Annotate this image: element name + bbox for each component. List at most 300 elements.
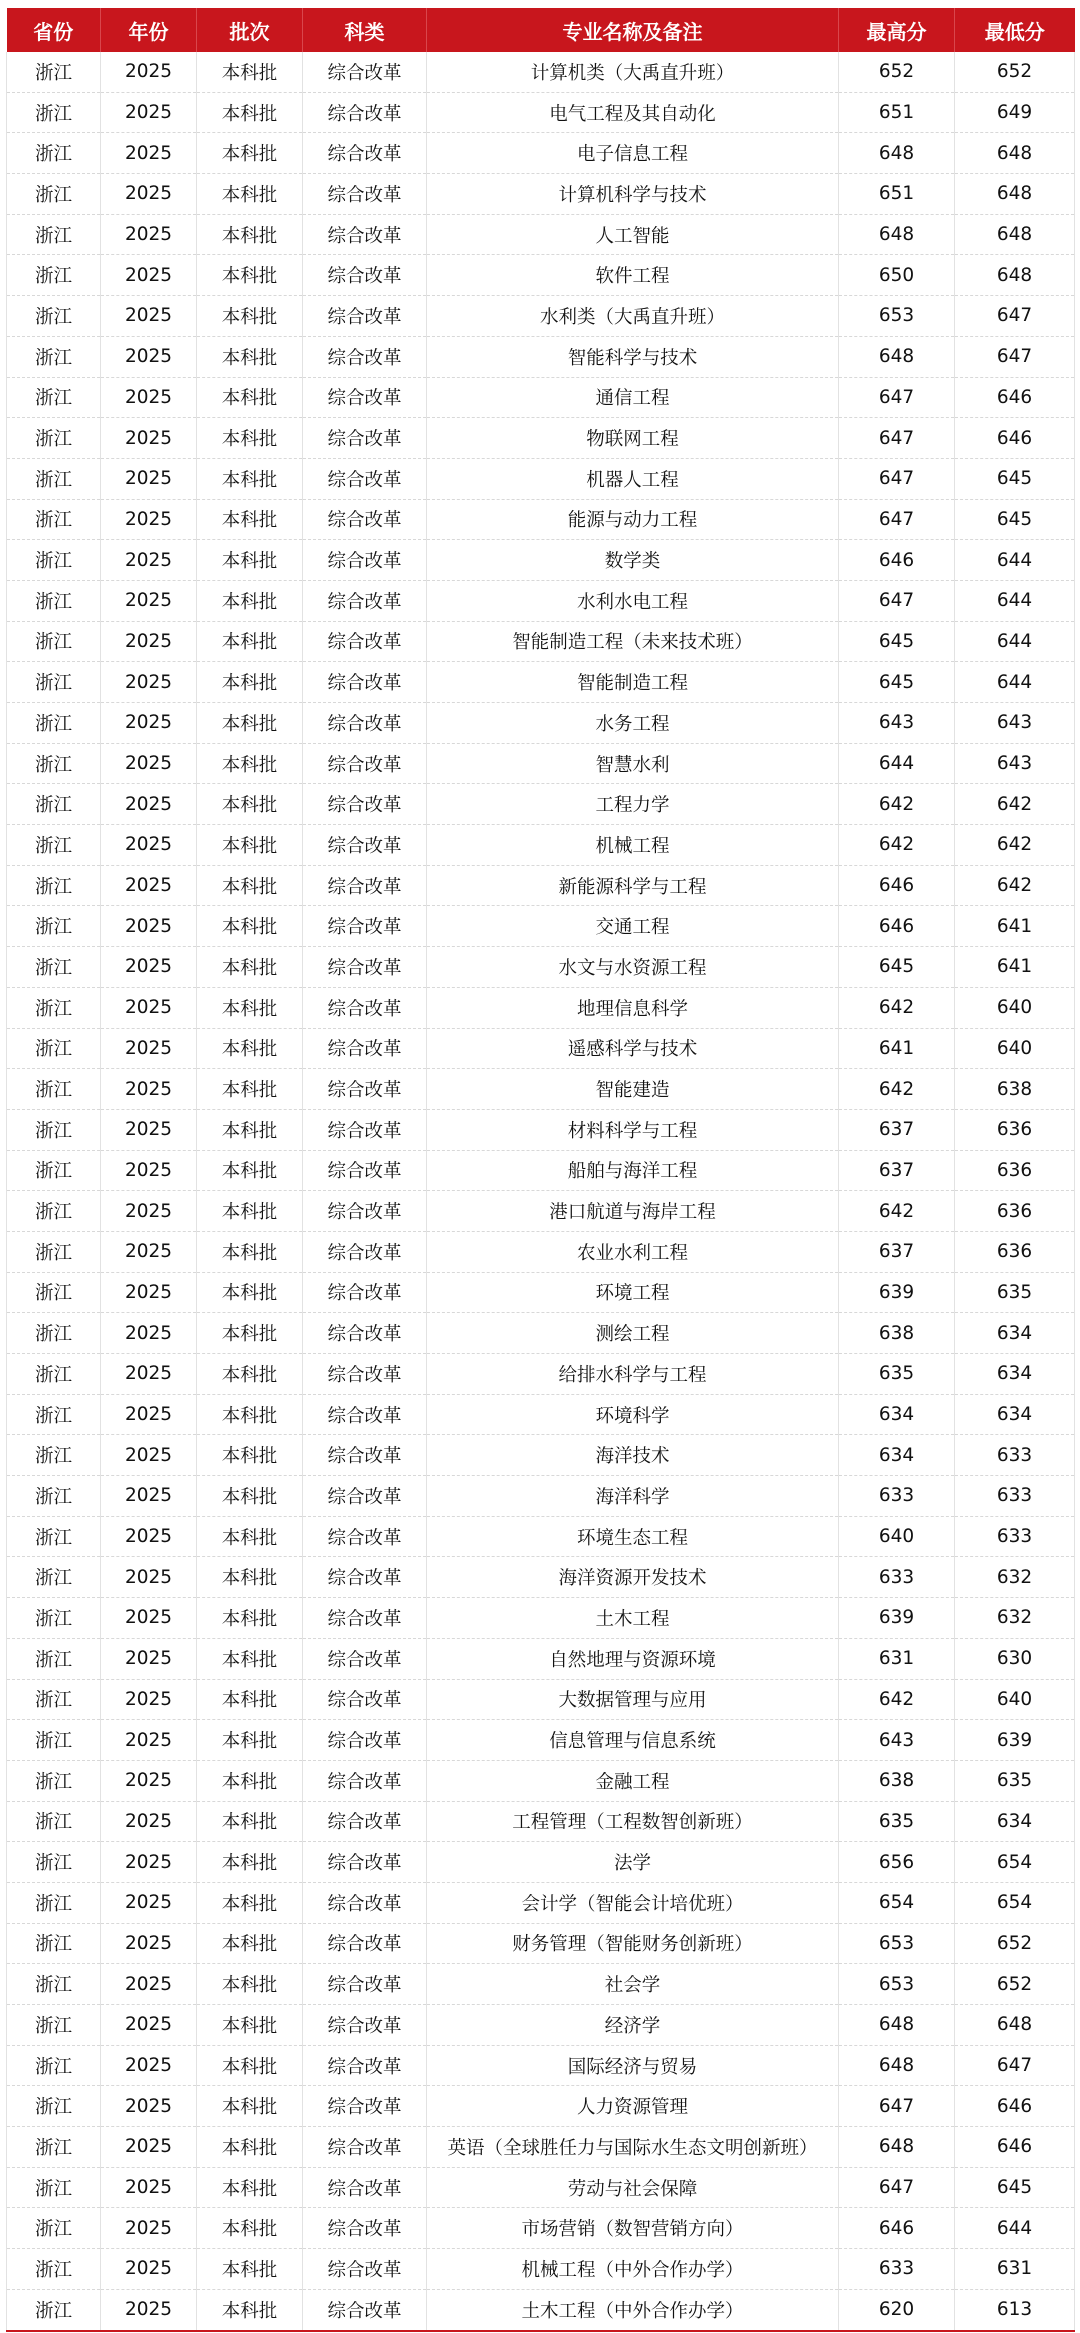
cell-batch: 本科批	[197, 2249, 303, 2290]
cell-year: 2025	[101, 2127, 197, 2168]
cell-major: 遥感科学与技术	[427, 1028, 839, 1069]
cell-subject: 综合改革	[303, 174, 427, 215]
cell-min-score: 640	[955, 1679, 1075, 1720]
cell-subject: 综合改革	[303, 377, 427, 418]
cell-province: 浙江	[7, 662, 101, 703]
cell-year: 2025	[101, 458, 197, 499]
cell-year: 2025	[101, 92, 197, 133]
cell-province: 浙江	[7, 52, 101, 92]
cell-batch: 本科批	[197, 947, 303, 988]
cell-batch: 本科批	[197, 580, 303, 621]
cell-max-score: 648	[839, 2045, 955, 2086]
cell-min-score: 652	[955, 1923, 1075, 1964]
cell-major: 交通工程	[427, 906, 839, 947]
table-row	[7, 52, 1075, 92]
cell-subject: 综合改革	[303, 1150, 427, 1191]
cell-subject: 综合改革	[303, 1394, 427, 1435]
cell-min-score: 646	[955, 2127, 1075, 2168]
header-major: 专业名称及备注	[427, 8, 839, 52]
table-row	[7, 458, 1075, 499]
cell-province: 浙江	[7, 987, 101, 1028]
cell-min-score: 632	[955, 1557, 1075, 1598]
cell-max-score: 648	[839, 214, 955, 255]
cell-subject: 综合改革	[303, 2127, 427, 2168]
cell-min-score: 631	[955, 2249, 1075, 2290]
cell-subject: 综合改革	[303, 92, 427, 133]
cell-subject: 综合改革	[303, 255, 427, 296]
cell-batch: 本科批	[197, 174, 303, 215]
cell-batch: 本科批	[197, 1028, 303, 1069]
cell-province: 浙江	[7, 2249, 101, 2290]
cell-max-score: 639	[839, 1272, 955, 1313]
cell-year: 2025	[101, 2289, 197, 2330]
cell-major: 市场营销（数智营销方向）	[427, 2208, 839, 2249]
table-row	[7, 2045, 1075, 2086]
cell-province: 浙江	[7, 2208, 101, 2249]
table-row	[7, 1028, 1075, 1069]
cell-major: 机械工程	[427, 825, 839, 866]
cell-min-score: 643	[955, 703, 1075, 744]
cell-province: 浙江	[7, 499, 101, 540]
cell-batch: 本科批	[197, 1842, 303, 1883]
cell-major: 软件工程	[427, 255, 839, 296]
cell-min-score: 645	[955, 499, 1075, 540]
cell-province: 浙江	[7, 703, 101, 744]
cell-subject: 综合改革	[303, 987, 427, 1028]
cell-max-score: 656	[839, 1842, 955, 1883]
cell-max-score: 648	[839, 336, 955, 377]
cell-max-score: 650	[839, 255, 955, 296]
cell-major: 地理信息科学	[427, 987, 839, 1028]
cell-min-score: 644	[955, 2208, 1075, 2249]
cell-major: 经济学	[427, 2005, 839, 2046]
header-row	[7, 8, 1075, 52]
cell-max-score: 631	[839, 1638, 955, 1679]
cell-year: 2025	[101, 1964, 197, 2005]
cell-batch: 本科批	[197, 1923, 303, 1964]
cell-batch: 本科批	[197, 1516, 303, 1557]
table-row	[7, 418, 1075, 459]
cell-subject: 综合改革	[303, 458, 427, 499]
cell-province: 浙江	[7, 1638, 101, 1679]
table-row	[7, 1354, 1075, 1395]
cell-min-score: 613	[955, 2289, 1075, 2330]
cell-year: 2025	[101, 336, 197, 377]
cell-min-score: 654	[955, 1842, 1075, 1883]
cell-max-score: 646	[839, 2208, 955, 2249]
cell-year: 2025	[101, 2045, 197, 2086]
cell-province: 浙江	[7, 580, 101, 621]
cell-year: 2025	[101, 784, 197, 825]
cell-max-score: 647	[839, 418, 955, 459]
cell-major: 通信工程	[427, 377, 839, 418]
cell-subject: 综合改革	[303, 1476, 427, 1517]
cell-subject: 综合改革	[303, 1109, 427, 1150]
cell-min-score: 652	[955, 1964, 1075, 2005]
cell-year: 2025	[101, 1679, 197, 1720]
cell-province: 浙江	[7, 1842, 101, 1883]
cell-year: 2025	[101, 1516, 197, 1557]
cell-max-score: 646	[839, 865, 955, 906]
cell-max-score: 645	[839, 662, 955, 703]
cell-major: 财务管理（智能财务创新班）	[427, 1923, 839, 1964]
cell-year: 2025	[101, 2005, 197, 2046]
cell-subject: 综合改革	[303, 1354, 427, 1395]
cell-year: 2025	[101, 2208, 197, 2249]
cell-province: 浙江	[7, 1882, 101, 1923]
cell-major: 电气工程及其自动化	[427, 92, 839, 133]
cell-major: 港口航道与海岸工程	[427, 1191, 839, 1232]
cell-batch: 本科批	[197, 458, 303, 499]
cell-max-score: 642	[839, 1191, 955, 1232]
cell-batch: 本科批	[197, 1069, 303, 1110]
cell-province: 浙江	[7, 296, 101, 337]
cell-year: 2025	[101, 743, 197, 784]
cell-max-score: 645	[839, 621, 955, 662]
cell-batch: 本科批	[197, 1191, 303, 1232]
cell-year: 2025	[101, 174, 197, 215]
cell-subject: 综合改革	[303, 1272, 427, 1313]
cell-max-score: 641	[839, 1028, 955, 1069]
header-min-score: 最低分	[955, 8, 1075, 52]
cell-year: 2025	[101, 2249, 197, 2290]
cell-batch: 本科批	[197, 52, 303, 92]
cell-min-score: 641	[955, 906, 1075, 947]
cell-min-score: 644	[955, 662, 1075, 703]
cell-year: 2025	[101, 1638, 197, 1679]
cell-subject: 综合改革	[303, 1842, 427, 1883]
cell-province: 浙江	[7, 1964, 101, 2005]
cell-year: 2025	[101, 296, 197, 337]
cell-subject: 综合改革	[303, 703, 427, 744]
cell-batch: 本科批	[197, 2167, 303, 2208]
table-row	[7, 2249, 1075, 2290]
cell-year: 2025	[101, 1923, 197, 1964]
cell-max-score: 647	[839, 499, 955, 540]
cell-year: 2025	[101, 133, 197, 174]
cell-major: 机器人工程	[427, 458, 839, 499]
table-row	[7, 92, 1075, 133]
cell-major: 智慧水利	[427, 743, 839, 784]
cell-min-score: 647	[955, 296, 1075, 337]
cell-province: 浙江	[7, 336, 101, 377]
cell-province: 浙江	[7, 1435, 101, 1476]
cell-province: 浙江	[7, 540, 101, 581]
cell-year: 2025	[101, 540, 197, 581]
cell-year: 2025	[101, 1191, 197, 1232]
table-row	[7, 1557, 1075, 1598]
cell-major: 智能科学与技术	[427, 336, 839, 377]
cell-major: 农业水利工程	[427, 1231, 839, 1272]
table-row	[7, 1272, 1075, 1313]
cell-batch: 本科批	[197, 377, 303, 418]
cell-subject: 综合改革	[303, 296, 427, 337]
cell-province: 浙江	[7, 2289, 101, 2330]
cell-subject: 综合改革	[303, 1516, 427, 1557]
cell-max-score: 653	[839, 296, 955, 337]
cell-min-score: 633	[955, 1435, 1075, 1476]
cell-max-score: 646	[839, 906, 955, 947]
cell-min-score: 635	[955, 1760, 1075, 1801]
cell-min-score: 647	[955, 2045, 1075, 2086]
cell-year: 2025	[101, 1760, 197, 1801]
cell-batch: 本科批	[197, 92, 303, 133]
cell-major: 工程管理（工程数智创新班）	[427, 1801, 839, 1842]
table-row	[7, 1720, 1075, 1761]
cell-province: 浙江	[7, 784, 101, 825]
cell-year: 2025	[101, 52, 197, 92]
cell-major: 社会学	[427, 1964, 839, 2005]
cell-major: 信息管理与信息系统	[427, 1720, 839, 1761]
cell-batch: 本科批	[197, 1720, 303, 1761]
cell-min-score: 644	[955, 621, 1075, 662]
cell-max-score: 648	[839, 2127, 955, 2168]
table-row	[7, 1435, 1075, 1476]
cell-province: 浙江	[7, 255, 101, 296]
cell-subject: 综合改革	[303, 1882, 427, 1923]
cell-max-score: 635	[839, 1354, 955, 1395]
cell-max-score: 646	[839, 540, 955, 581]
cell-province: 浙江	[7, 947, 101, 988]
cell-major: 会计学（智能会计培优班）	[427, 1882, 839, 1923]
cell-subject: 综合改革	[303, 784, 427, 825]
table-row	[7, 2005, 1075, 2046]
cell-batch: 本科批	[197, 255, 303, 296]
cell-province: 浙江	[7, 1231, 101, 1272]
cell-min-score: 646	[955, 2086, 1075, 2127]
cell-min-score: 646	[955, 377, 1075, 418]
cell-major: 大数据管理与应用	[427, 1679, 839, 1720]
cell-max-score: 635	[839, 1801, 955, 1842]
cell-min-score: 633	[955, 1516, 1075, 1557]
cell-province: 浙江	[7, 1557, 101, 1598]
table-row	[7, 1882, 1075, 1923]
cell-batch: 本科批	[197, 133, 303, 174]
cell-max-score: 647	[839, 458, 955, 499]
cell-max-score: 647	[839, 2086, 955, 2127]
cell-year: 2025	[101, 947, 197, 988]
cell-min-score: 648	[955, 133, 1075, 174]
cell-max-score: 642	[839, 784, 955, 825]
cell-year: 2025	[101, 1882, 197, 1923]
cell-major: 水文与水资源工程	[427, 947, 839, 988]
cell-max-score: 640	[839, 1516, 955, 1557]
cell-min-score: 636	[955, 1109, 1075, 1150]
cell-major: 环境科学	[427, 1394, 839, 1435]
cell-major: 环境生态工程	[427, 1516, 839, 1557]
cell-subject: 综合改革	[303, 133, 427, 174]
cell-batch: 本科批	[197, 1638, 303, 1679]
cell-min-score: 648	[955, 174, 1075, 215]
cell-min-score: 646	[955, 418, 1075, 459]
table-row	[7, 296, 1075, 337]
cell-subject: 综合改革	[303, 336, 427, 377]
cell-year: 2025	[101, 1435, 197, 1476]
table-row	[7, 1923, 1075, 1964]
cell-year: 2025	[101, 2086, 197, 2127]
cell-major: 英语（全球胜任力与国际水生态文明创新班）	[427, 2127, 839, 2168]
cell-province: 浙江	[7, 214, 101, 255]
cell-subject: 综合改革	[303, 2045, 427, 2086]
cell-major: 土木工程	[427, 1598, 839, 1639]
cell-max-score: 647	[839, 377, 955, 418]
cell-max-score: 648	[839, 2005, 955, 2046]
cell-year: 2025	[101, 1598, 197, 1639]
cell-province: 浙江	[7, 133, 101, 174]
cell-major: 新能源科学与工程	[427, 865, 839, 906]
cell-min-score: 647	[955, 336, 1075, 377]
cell-batch: 本科批	[197, 1598, 303, 1639]
cell-max-score: 653	[839, 1964, 955, 2005]
header-province: 省份	[7, 8, 101, 52]
table-row	[7, 1150, 1075, 1191]
cell-max-score: 647	[839, 2167, 955, 2208]
cell-batch: 本科批	[197, 1964, 303, 2005]
table-row	[7, 540, 1075, 581]
cell-max-score: 633	[839, 2249, 955, 2290]
cell-subject: 综合改革	[303, 1760, 427, 1801]
cell-batch: 本科批	[197, 336, 303, 377]
cell-year: 2025	[101, 377, 197, 418]
cell-province: 浙江	[7, 2045, 101, 2086]
cell-year: 2025	[101, 1801, 197, 1842]
cell-subject: 综合改革	[303, 1435, 427, 1476]
cell-max-score: 647	[839, 580, 955, 621]
cell-major: 海洋科学	[427, 1476, 839, 1517]
table-row	[7, 1638, 1075, 1679]
cell-year: 2025	[101, 1354, 197, 1395]
table-row	[7, 377, 1075, 418]
cell-batch: 本科批	[197, 662, 303, 703]
cell-province: 浙江	[7, 458, 101, 499]
cell-min-score: 648	[955, 2005, 1075, 2046]
cell-max-score: 620	[839, 2289, 955, 2330]
cell-min-score: 644	[955, 580, 1075, 621]
admission-score-table	[6, 8, 1075, 2332]
cell-batch: 本科批	[197, 2086, 303, 2127]
cell-min-score: 648	[955, 214, 1075, 255]
cell-subject: 综合改革	[303, 1679, 427, 1720]
cell-subject: 综合改革	[303, 1313, 427, 1354]
cell-subject: 综合改革	[303, 2005, 427, 2046]
cell-batch: 本科批	[197, 865, 303, 906]
cell-min-score: 654	[955, 1882, 1075, 1923]
cell-min-score: 636	[955, 1191, 1075, 1232]
cell-year: 2025	[101, 1842, 197, 1883]
cell-max-score: 651	[839, 174, 955, 215]
cell-batch: 本科批	[197, 987, 303, 1028]
cell-min-score: 635	[955, 1272, 1075, 1313]
cell-province: 浙江	[7, 1109, 101, 1150]
cell-max-score: 633	[839, 1557, 955, 1598]
cell-subject: 综合改革	[303, 1028, 427, 1069]
cell-province: 浙江	[7, 1191, 101, 1232]
cell-province: 浙江	[7, 1720, 101, 1761]
table-row	[7, 336, 1075, 377]
table-row	[7, 784, 1075, 825]
cell-major: 金融工程	[427, 1760, 839, 1801]
cell-year: 2025	[101, 987, 197, 1028]
cell-batch: 本科批	[197, 2208, 303, 2249]
cell-major: 海洋资源开发技术	[427, 1557, 839, 1598]
cell-batch: 本科批	[197, 1557, 303, 1598]
cell-min-score: 630	[955, 1638, 1075, 1679]
cell-subject: 综合改革	[303, 865, 427, 906]
cell-year: 2025	[101, 1069, 197, 1110]
cell-year: 2025	[101, 580, 197, 621]
cell-batch: 本科批	[197, 906, 303, 947]
cell-batch: 本科批	[197, 214, 303, 255]
cell-max-score: 637	[839, 1231, 955, 1272]
cell-batch: 本科批	[197, 1354, 303, 1395]
cell-year: 2025	[101, 825, 197, 866]
table-row	[7, 743, 1075, 784]
cell-province: 浙江	[7, 1150, 101, 1191]
cell-max-score: 643	[839, 1720, 955, 1761]
table-row	[7, 499, 1075, 540]
cell-batch: 本科批	[197, 2289, 303, 2330]
cell-province: 浙江	[7, 92, 101, 133]
cell-min-score: 649	[955, 92, 1075, 133]
cell-major: 工程力学	[427, 784, 839, 825]
cell-major: 物联网工程	[427, 418, 839, 459]
cell-min-score: 643	[955, 743, 1075, 784]
cell-max-score: 639	[839, 1598, 955, 1639]
cell-year: 2025	[101, 1028, 197, 1069]
cell-batch: 本科批	[197, 2127, 303, 2168]
cell-subject: 综合改革	[303, 214, 427, 255]
cell-province: 浙江	[7, 1760, 101, 1801]
cell-major: 水利类（大禹直升班）	[427, 296, 839, 337]
cell-year: 2025	[101, 1313, 197, 1354]
table-row	[7, 1394, 1075, 1435]
cell-max-score: 651	[839, 92, 955, 133]
cell-min-score: 642	[955, 825, 1075, 866]
table-row	[7, 1964, 1075, 2005]
cell-subject: 综合改革	[303, 2289, 427, 2330]
cell-major: 数学类	[427, 540, 839, 581]
table-row	[7, 580, 1075, 621]
cell-min-score: 634	[955, 1394, 1075, 1435]
cell-batch: 本科批	[197, 703, 303, 744]
cell-subject: 综合改革	[303, 621, 427, 662]
header-max-score: 最高分	[839, 8, 955, 52]
cell-batch: 本科批	[197, 743, 303, 784]
cell-min-score: 645	[955, 458, 1075, 499]
cell-province: 浙江	[7, 1313, 101, 1354]
table-row	[7, 662, 1075, 703]
cell-major: 水利水电工程	[427, 580, 839, 621]
cell-major: 计算机类（大禹直升班）	[427, 52, 839, 92]
cell-province: 浙江	[7, 906, 101, 947]
cell-min-score: 640	[955, 987, 1075, 1028]
header-year: 年份	[101, 8, 197, 52]
cell-min-score: 636	[955, 1150, 1075, 1191]
cell-year: 2025	[101, 418, 197, 459]
cell-province: 浙江	[7, 1598, 101, 1639]
cell-year: 2025	[101, 1231, 197, 1272]
cell-subject: 综合改革	[303, 662, 427, 703]
cell-major: 电子信息工程	[427, 133, 839, 174]
cell-year: 2025	[101, 255, 197, 296]
cell-year: 2025	[101, 865, 197, 906]
cell-major: 土木工程（中外合作办学）	[427, 2289, 839, 2330]
table-row	[7, 621, 1075, 662]
cell-major: 船舶与海洋工程	[427, 1150, 839, 1191]
table-row	[7, 1760, 1075, 1801]
cell-batch: 本科批	[197, 1882, 303, 1923]
cell-major: 劳动与社会保障	[427, 2167, 839, 2208]
